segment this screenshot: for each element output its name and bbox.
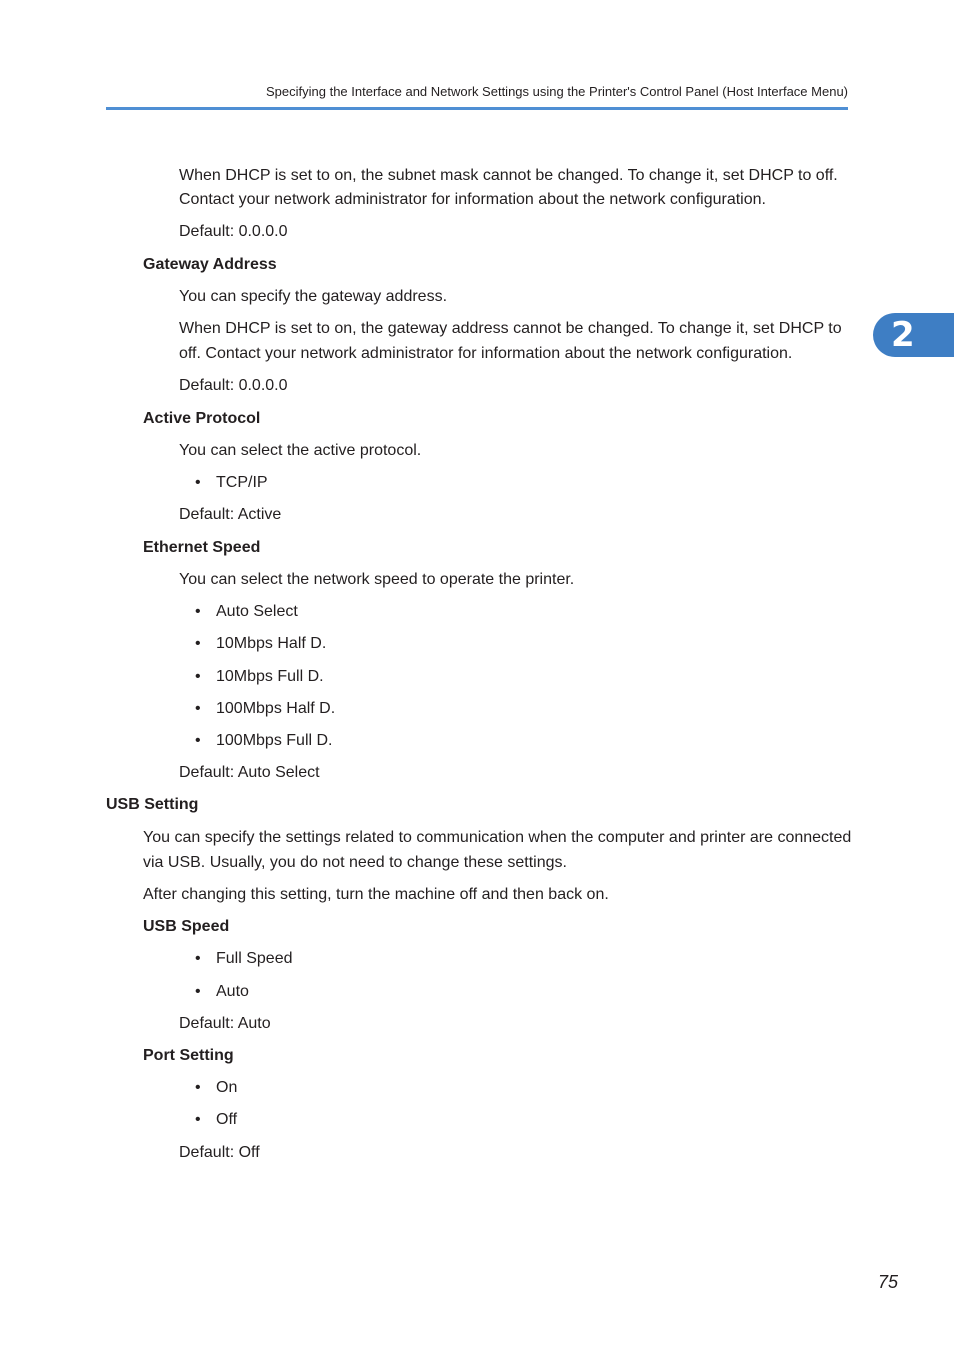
usb-setting-heading: USB Setting [106,796,199,813]
bullet-icon: • [195,603,201,620]
ethernet-speed-default: Default: Auto Select [179,764,320,781]
usb-speed-heading: USB Speed [143,918,230,935]
usb-setting-note: After changing this setting, turn the machine off and then back on. [143,886,609,903]
port-setting-heading: Port Setting [143,1047,234,1064]
active-protocol-heading: Active Protocol [143,410,261,427]
chapter-tab [873,313,954,357]
bullet-icon: • [195,732,201,749]
bullet-icon: • [195,1079,201,1096]
subnet-text-line1: When DHCP is set to on, the subnet mask cannot be changed. To change it, set DHCP to off. [179,167,838,184]
bullet-icon: • [195,635,201,652]
running-header: Specifying the Interface and Network Settings using the Printer's Control Panel (Host Interface Menu) [266,84,848,99]
ethernet-speed-desc: You can select the network speed to operate the printer. [179,571,575,588]
chapter-number: 2 [891,315,915,355]
bullet-icon: • [195,668,201,685]
page-number: 75 [877,1272,898,1292]
subnet-text-line2: Contact your network administrator for information about the network configuration. [179,191,766,208]
active-protocol-default: Default: Active [179,506,282,523]
gateway-text-line2: off. Contact your network administrator for information about the network configuration. [179,345,793,362]
port-setting-default: Default: Off [179,1144,260,1161]
bullet-icon: • [195,1111,201,1128]
gateway-text-line1: When DHCP is set to on, the gateway address cannot be changed. To change it, set DHCP to [179,320,842,337]
active-protocol-desc: You can select the active protocol. [179,442,422,459]
bullet-icon: • [195,950,201,967]
bullet-icon: • [195,474,201,491]
gateway-desc: You can specify the gateway address. [179,288,448,305]
header-rule [106,107,848,110]
gateway-default: Default: 0.0.0.0 [179,377,288,394]
usb-speed-default: Default: Auto [179,1015,271,1032]
usb-setting-text-line1: You can specify the settings related to communication when the computer and printer are connected [143,829,852,846]
bullet-icon: • [195,983,201,1000]
subnet-default: Default: 0.0.0.0 [179,223,288,240]
ethernet-speed-heading: Ethernet Speed [143,539,261,556]
usb-setting-text-line2: via USB. Usually, you do not need to change these settings. [143,854,567,871]
gateway-heading: Gateway Address [143,256,277,273]
bullet-icon: • [195,700,201,717]
